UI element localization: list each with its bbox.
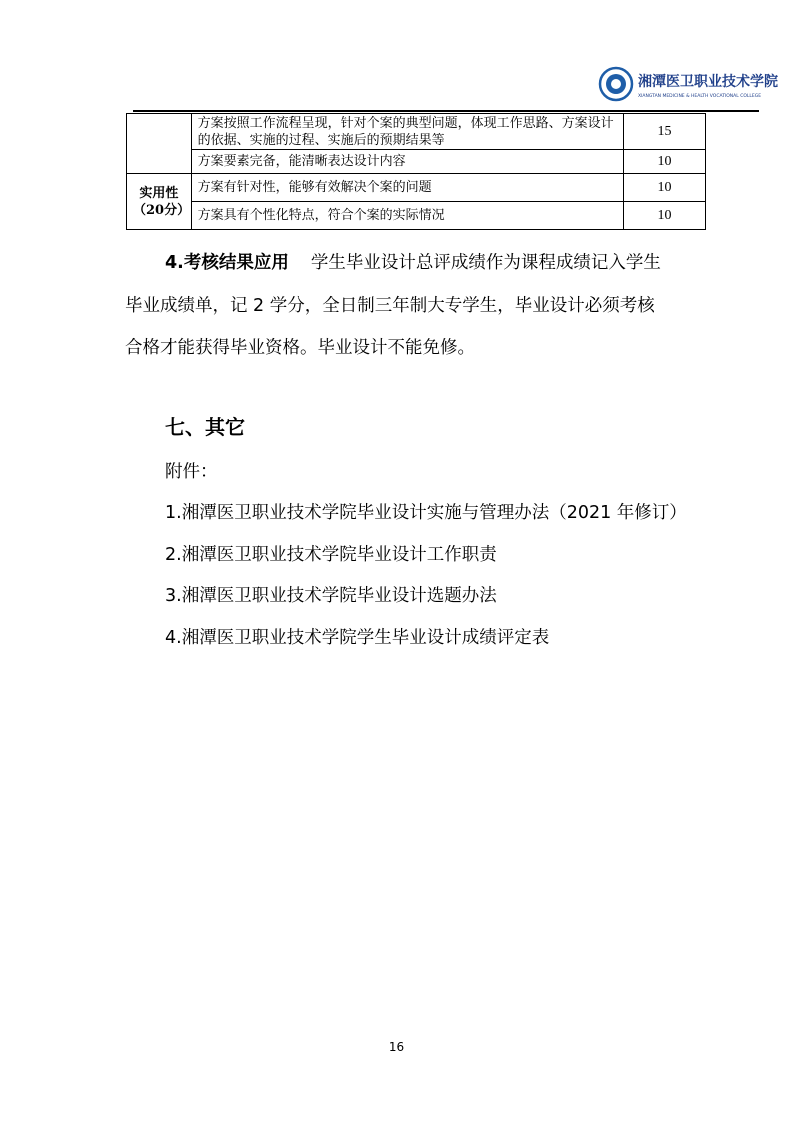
section4-heading: 4.考核结果应用 [165, 253, 289, 273]
section4-line3: 合格才能获得毕业资格。毕业设计不能免修。 [125, 338, 475, 358]
attachment-label: 附件： [165, 462, 218, 482]
table-row [127, 114, 706, 150]
category-name: 实用性 [139, 185, 179, 201]
points-cell: 15 [623, 114, 705, 150]
college-logo [598, 66, 788, 102]
section7-heading: 七、其它 [165, 415, 245, 439]
points-cell: 10 [623, 174, 705, 202]
points-cell: 10 [623, 202, 705, 230]
criteria-cell: 方案按照工作流程呈现，针对个案的典型问题，体现工作思路、方案设计的依据、实施的过程、实施后的预期结果等 [191, 114, 623, 150]
category-score: （20分） [133, 202, 191, 218]
attachment-item: 3.湘潭医卫职业技术学院毕业设计选题办法 [165, 586, 497, 606]
section4-line1 [165, 249, 661, 274]
attachment-item: 4.湘潭医卫职业技术学院学生毕业设计成绩评定表 [165, 628, 550, 648]
points-cell: 10 [623, 150, 705, 174]
category-cell-empty [127, 114, 192, 174]
header-rule [133, 110, 759, 112]
section4-text-1: 学生毕业设计总评成绩作为课程成绩记入学生 [310, 253, 661, 273]
criteria-cell: 方案有针对性，能够有效解决个案的问题 [191, 174, 623, 202]
college-emblem-icon [598, 66, 788, 102]
attachment-item: 2.湘潭医卫职业技术学院毕业设计工作职责 [165, 545, 497, 565]
section4-line2: 毕业成绩单，记 2 学分，全日制三年制大专学生，毕业设计必须考核 [125, 296, 655, 316]
attachment-item: 1.湘潭医卫职业技术学院毕业设计实施与管理办法（2021 年修订） [165, 503, 687, 523]
table-row [127, 150, 706, 174]
category-cell [127, 174, 192, 230]
scoring-table [126, 113, 706, 230]
college-name-text: 湘潭医卫职业技术学院 [638, 74, 778, 90]
table-row [127, 202, 706, 230]
page-number: 16 [388, 1040, 405, 1054]
criteria-cell: 方案要素完备，能清晰表达设计内容 [191, 150, 623, 174]
table-row [127, 174, 706, 202]
college-name-en: XIANGTAN MEDICINE & HEALTH VOCATIONAL COLLEGE [638, 94, 762, 99]
criteria-cell: 方案具有个性化特点，符合个案的实际情况 [191, 202, 623, 230]
